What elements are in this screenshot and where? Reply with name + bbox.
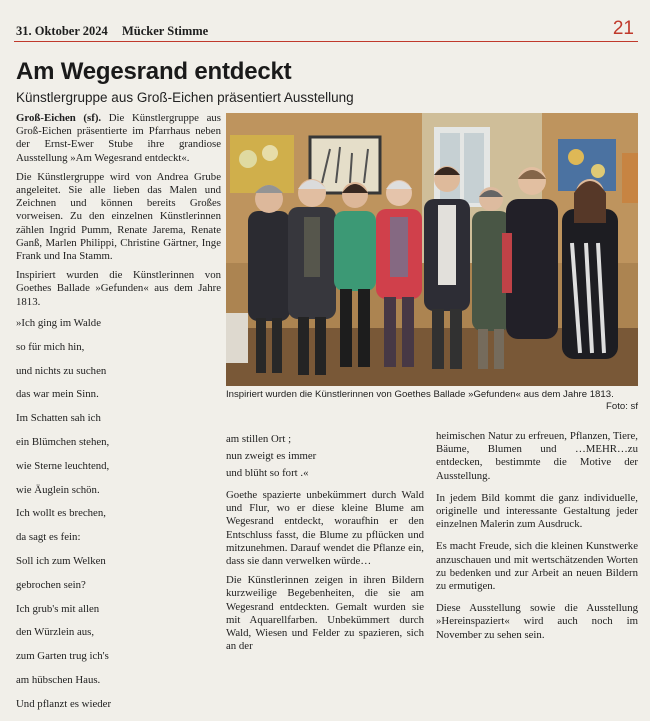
poem-line: Im Schatten sah ich [16,412,101,425]
poem-line: Soll ich zum Welken [16,554,106,567]
lead-paragraph [16,112,221,165]
poem-line: den Würzlein aus, [16,626,95,639]
text-column-1 [16,112,221,315]
poem-line: Und pflanzt es wieder [16,697,112,710]
column-3-paragraph-1: heimischen Natur zu erfreuen, Pflanzen, Tiere, Bäume, Blumen und …MEHR…zu entdecken, bestimmte die Motive der Ausstellung. [436,430,638,482]
page-header [14,18,638,42]
paragraph-3: Inspiriert wurden die Künstlerinnen von Goethes Ballade »Gefunden« aus dem Jahre 1813. [16,269,221,308]
poem-line: wie Äuglein schön. [16,483,100,496]
text-column-3 [436,430,638,651]
lead-text: Die Künstlergruppe aus Groß-Eichen präsentierte im Pfarrhaus neben der Ernst-Ewer Stube ihre grandiose Ausstellung »Am Wegesrand entdeckt«. [16,112,221,164]
poem-line: wie Sterne leuchtend, [16,459,110,472]
newspaper-name: Mücker Stimme [122,24,209,38]
poem-line: und nichts zu suchen [16,364,107,377]
text-column-2 [226,432,424,659]
column-3-paragraph-4: Diese Ausstellung sowie die Ausstellung »Hereinspaziert« wird auch noch im November zu sehen sein. [436,602,638,641]
poem-line: »Ich ging im Walde [16,317,101,329]
poem-line: am hübschen Haus. [16,673,101,686]
poem-line: zum Garten trug ich's [16,650,109,663]
group-photo-illustration [226,113,638,386]
poem-line: da sagt es fein: [16,531,81,544]
poem-line: nun zweigt es immer [226,450,317,462]
caption-text: Inspiriert wurden die Künstlerinnen von Goethes Ballade »Gefunden« aus dem Jahre 1813. [226,389,614,400]
poem-line: Ich wollt es brechen, [16,507,106,520]
photo-credit: Foto: sf [606,401,638,412]
poem-line: am stillen Ort ; [226,433,292,445]
poem-line: und blüht so fort .« [226,467,309,479]
poem-line: das war mein Sinn. [16,388,99,401]
article-headline: Am Wegesrand entdeckt [16,58,292,85]
poem-column-1 [16,316,221,721]
poem-line: so für mich hin, [16,340,85,353]
poem-line: ein Blümchen stehen, [16,435,110,448]
column-3-paragraph-3: Es macht Freude, sich die kleinen Kunstwerke anzuschauen und mit wertschätzenden Worten zu bedenken und zur Arbeit an neuen Bildern zu ermutigen. [436,540,638,593]
header-rule [14,41,638,42]
group-photo [226,113,638,386]
column-2-paragraph-2: Die Künstlerinnen zeigen in ihren Bildern kurzweilige Begebenheiten, die sie am Wegesrand entdeckten. Gemalt wurden sie mit Aquarellfarben. Unbekümmert durch Wald, Wiesen und Felder zu spazieren, sich an der [226,574,424,653]
article-subheadline: Künstlergruppe aus Groß-Eichen präsentiert Ausstellung [16,90,354,105]
poem-line: Ich grub's mit allen [16,602,100,615]
lead-dateline: Groß-Eichen (sf). [16,112,102,124]
page-number: 21 [612,18,634,39]
column-2-paragraph-1: Goethe spazierte unbekümmert durch Wald und Flur, wo er diese kleine Blume am Wegesrand entdeckt, woraufhin er den Entschluss fasst, die Blume zu pflücken und mitzunehmen. Darauf wendet die Pflanze ein, dass sie dann verwelken würde… [226,489,424,568]
issue-date: 31. Oktober 2024 [16,24,108,38]
paragraph-2: Die Künstlergruppe wird von Andrea Grube angeleitet. Sie alle lieben das Malen und Zeichnen und können bereits Großes vorweisen. Zu den einzelnen Künstlerinnen zählen Ingrid Pumm, Renate Jarema, Renate Ganß, Marlen Philippi, Christine Gärtner, Inge Frank und Ina Stamm. [16,170,221,263]
photo-caption [226,389,638,413]
poem-line: gebrochen sein? [16,578,86,591]
column-3-paragraph-2: In jedem Bild kommt die ganz individuelle, originelle und interessante Gestaltung jeder einzelnen Malerin zum Ausdruck. [436,491,638,531]
